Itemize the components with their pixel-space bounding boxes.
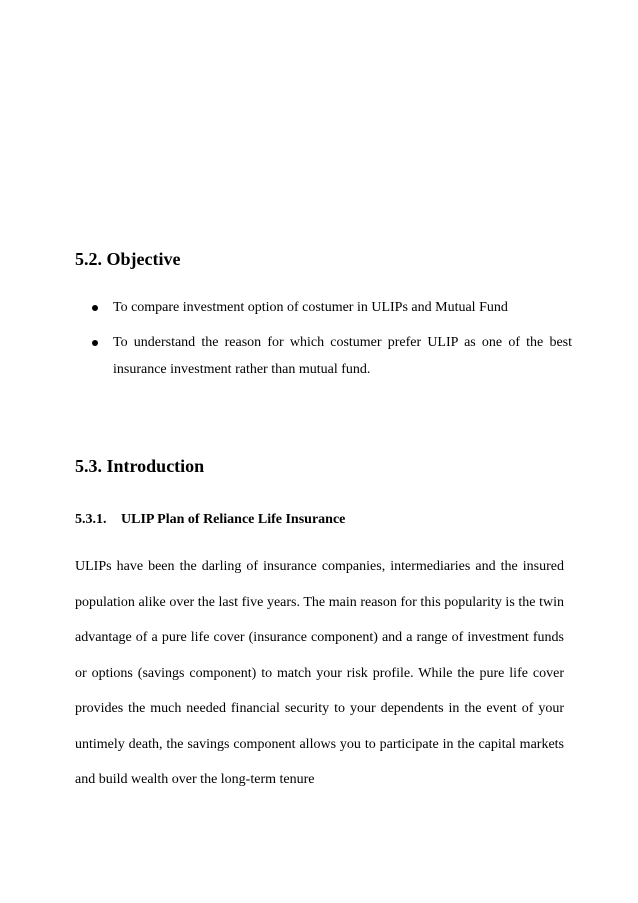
objective-bullet-list	[92, 294, 572, 391]
bullet-text: To understand the reason for which costumer prefer ULIP as one of the best insurance investment rather than mutual fund.	[113, 335, 572, 377]
bullet-icon	[92, 305, 98, 311]
bullet-text: To compare investment option of costumer in ULIPs and Mutual Fund	[113, 300, 508, 315]
subsection-heading	[75, 510, 345, 530]
introduction-paragraph: ULIPs have been the darling of insurance companies, intermediaries and the insured population alike over the last five years. The main reason for this popularity is the twin advantage of a pure life cover (insurance component) and a range of investment funds or options (savings component) to match your risk profile. While the pure life cover provides the much needed financial security to your dependents in the event of your untimely death, the savings component allows you to participate in the capital markets and build wealth over the long-term tenure	[75, 559, 564, 787]
subsection-number: 5.3.1.	[75, 512, 107, 527]
list-item	[92, 294, 572, 321]
list-item	[92, 329, 572, 383]
objective-heading: 5.2. Objective	[75, 249, 181, 269]
bullet-icon	[92, 340, 98, 346]
introduction-heading: 5.3. Introduction	[75, 456, 205, 476]
subsection-title: ULIP Plan of Reliance Life Insurance	[121, 512, 346, 527]
